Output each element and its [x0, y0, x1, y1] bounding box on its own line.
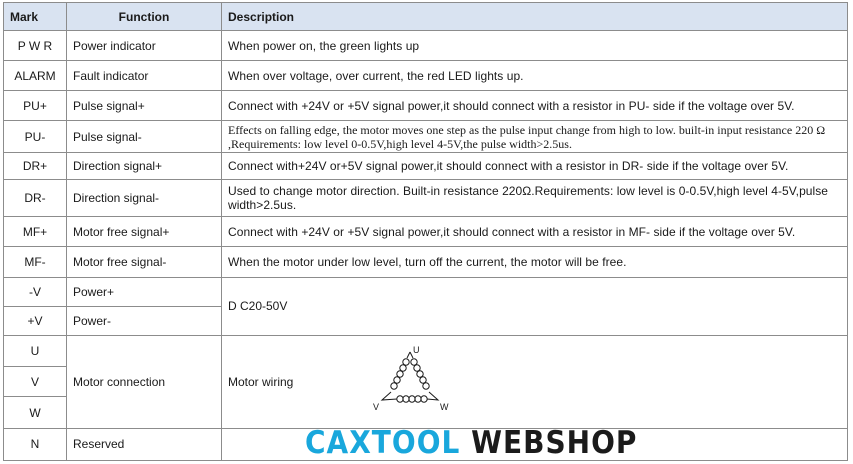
mark-cell: N [4, 428, 67, 460]
table-row [4, 61, 848, 91]
table-row [4, 91, 848, 121]
mark-cell: ALARM [4, 61, 67, 91]
function-cell: Pulse signal+ [67, 91, 222, 121]
mark-cell: -V [4, 277, 67, 306]
table-row [4, 247, 848, 277]
mark-cell: MF- [4, 247, 67, 277]
delta-winding-diagram [364, 342, 464, 424]
mark-cell: PU+ [4, 91, 67, 121]
spec-table [3, 2, 848, 461]
function-cell: Motor free signal- [67, 247, 222, 277]
function-cell: Power- [67, 306, 222, 335]
header-description: Description [222, 3, 848, 31]
function-cell: Direction signal+ [67, 153, 222, 180]
description-cell: Connect with+24V or+5V signal power,it should connect with a resistor in DR- side if the voltage over 5V. [222, 153, 848, 180]
function-cell: Power+ [67, 277, 222, 306]
header-function: Function [67, 3, 222, 31]
description-cell: Effects on falling edge, the motor moves one step as the pulse input change from high to low. built-in input resistance 220 Ω ,Requirements: low level 0-0.5V,high level 4-5V,the pulse width>2.5us. [222, 121, 848, 153]
motor-function-cell: Motor connection [67, 335, 222, 428]
table-row [4, 217, 848, 247]
mark-cell: MF+ [4, 217, 67, 247]
terminal-v-label: V [373, 401, 380, 412]
function-cell: Pulse signal- [67, 121, 222, 153]
table-row [4, 121, 848, 153]
delta-winding-coils [382, 352, 438, 402]
function-cell: Motor free signal+ [67, 217, 222, 247]
description-cell: Connect with +24V or +5V signal power,it should connect with a resistor in PU- side if the voltage over 5V. [222, 91, 848, 121]
mark-cell: U [4, 335, 67, 366]
watermark-part2: WEBSHOP [471, 424, 638, 461]
mark-cell: V [4, 367, 67, 397]
terminal-u-label: U [413, 344, 420, 355]
description-cell: When over voltage, over current, the red LED lights up. [222, 61, 848, 91]
function-cell: Direction signal- [67, 180, 222, 217]
motor-wiring-label: Motor wiring [228, 374, 294, 389]
function-cell: Fault indicator [67, 61, 222, 91]
function-cell: Reserved [67, 428, 222, 460]
description-cell: When the motor under low level, turn off the current, the motor will be free. [222, 247, 848, 277]
motor-description-cell [222, 335, 848, 428]
terminal-w-label: W [440, 401, 449, 412]
table-row [4, 153, 848, 180]
description-cell: Connect with +24V or +5V signal power,it should connect with a resistor in MF- side if the voltage over 5V. [222, 217, 848, 247]
mark-cell: DR+ [4, 153, 67, 180]
header-mark: Mark [4, 3, 67, 31]
function-cell: Power indicator [67, 31, 222, 61]
table-row [4, 277, 848, 306]
mark-cell: P W R [4, 31, 67, 61]
description-cell: When power on, the green lights up [222, 31, 848, 61]
table-row [4, 180, 848, 217]
motor-wiring-area [228, 336, 841, 428]
mark-cell: PU- [4, 121, 67, 153]
power-description-cell: D C20-50V [222, 277, 848, 335]
mark-cell: +V [4, 306, 67, 335]
description-cell: Used to change motor direction. Built-in resistance 220Ω.Requirements: low level is 0-0.5V,high level 4-5V,pulse width>2.5us. [222, 180, 848, 217]
table-row [4, 31, 848, 61]
header-row [4, 3, 848, 31]
watermark-part1: CAXTOOL [305, 424, 461, 461]
mark-cell: DR- [4, 180, 67, 217]
mark-cell: W [4, 397, 67, 428]
table-row [4, 335, 848, 366]
caxtool-webshop-watermark [305, 424, 637, 461]
